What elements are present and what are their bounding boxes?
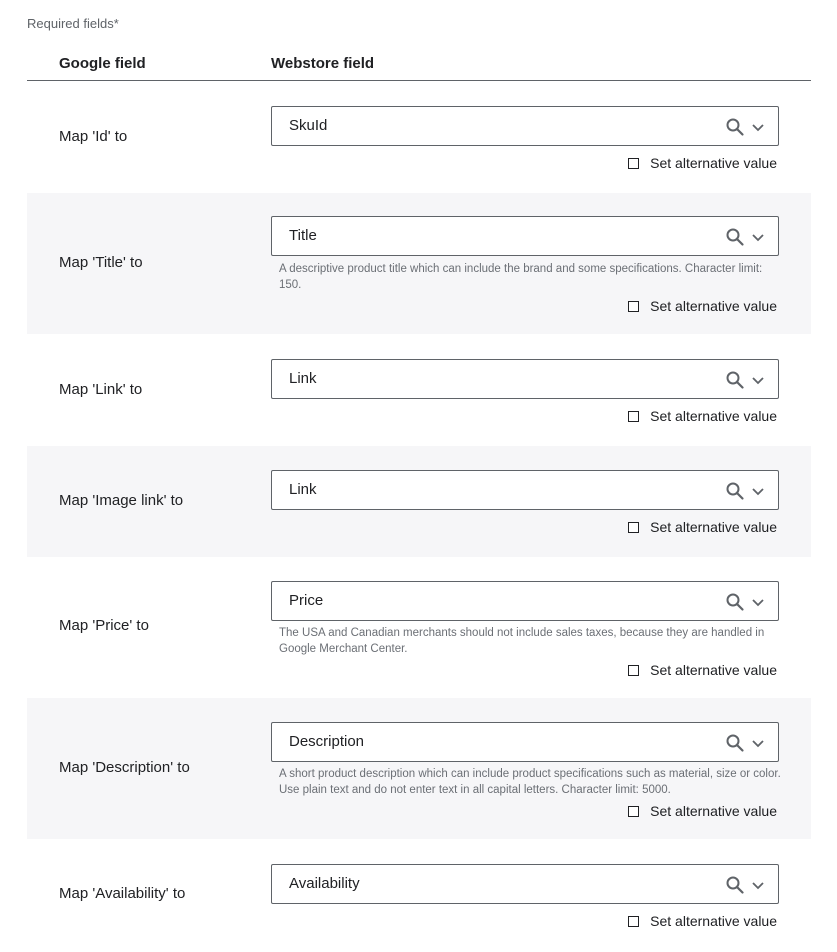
alternative-value-checkbox[interactable]: [628, 301, 639, 312]
webstore-field-column-header: Webstore field: [271, 55, 375, 72]
google-field-label: Map 'Description' to: [59, 759, 190, 776]
alternative-value-label: Set alternative value: [650, 913, 777, 929]
alternative-value-label: Set alternative value: [650, 298, 777, 314]
search-icon[interactable]: [725, 875, 745, 895]
alternative-value-label: Set alternative value: [650, 662, 777, 678]
selected-value: Description: [289, 733, 365, 750]
search-icon[interactable]: [725, 117, 745, 137]
webstore-field-select-availability[interactable]: [271, 864, 779, 904]
search-icon[interactable]: [725, 481, 745, 501]
mapping-row-link: [27, 334, 811, 446]
alternative-value-label: Set alternative value: [650, 155, 777, 171]
set-alternative-value-option[interactable]: [628, 518, 777, 536]
webstore-field-select-title[interactable]: [271, 216, 779, 256]
chevron-down-icon[interactable]: [750, 594, 766, 610]
set-alternative-value-option[interactable]: [628, 802, 777, 820]
alternative-value-checkbox[interactable]: [628, 411, 639, 422]
table-header: [27, 47, 811, 81]
google-field-label: Map 'Title' to: [59, 254, 143, 271]
google-field-label: Map 'Id' to: [59, 128, 128, 145]
set-alternative-value-option[interactable]: [628, 154, 777, 172]
field-help-text: A short product description which can include product specifications such as material, size or color. Use plain text and do not enter text in all capital letters. Character limit: 5000.: [279, 768, 781, 796]
alternative-value-label: Set alternative value: [650, 519, 777, 535]
chevron-down-icon[interactable]: [750, 229, 766, 245]
alternative-value-checkbox[interactable]: [628, 806, 639, 817]
google-field-label: Map 'Image link' to: [59, 492, 184, 509]
search-icon[interactable]: [725, 370, 745, 390]
chevron-down-icon[interactable]: [750, 735, 766, 751]
google-field-column-header: Google field: [59, 55, 146, 72]
alternative-value-checkbox[interactable]: [628, 665, 639, 676]
field-help-text: A descriptive product title which can include the brand and some specifications. Character limit: 150.: [279, 263, 763, 291]
set-alternative-value-option[interactable]: [628, 297, 777, 315]
selected-value: Link: [289, 370, 317, 387]
webstore-field-select-price[interactable]: [271, 581, 779, 621]
google-field-label: Map 'Link' to: [59, 381, 143, 398]
google-field-label: Map 'Availability' to: [59, 885, 186, 902]
mapping-row-description: [27, 698, 811, 839]
webstore-field-select-description[interactable]: [271, 722, 779, 762]
mapping-row-price: [27, 557, 811, 698]
mapping-row-availability: [27, 839, 811, 952]
alternative-value-label: Set alternative value: [650, 408, 777, 424]
alternative-value-checkbox[interactable]: [628, 158, 639, 169]
selected-value: Availability: [289, 875, 360, 892]
google-field-label: Map 'Price' to: [59, 617, 149, 634]
selected-value: SkuId: [289, 117, 328, 134]
selected-value: Price: [289, 592, 324, 609]
required-fields-note: Required fields*: [27, 16, 119, 31]
alternative-value-checkbox[interactable]: [628, 916, 639, 927]
chevron-down-icon[interactable]: [750, 877, 766, 893]
mapping-row-title: [27, 193, 811, 334]
webstore-field-select-image-link[interactable]: [271, 470, 779, 510]
mapping-row-id: [27, 81, 811, 193]
set-alternative-value-option[interactable]: [628, 661, 777, 679]
webstore-field-select-link[interactable]: [271, 359, 779, 399]
alternative-value-checkbox[interactable]: [628, 522, 639, 533]
selected-value: Title: [289, 227, 317, 244]
alternative-value-label: Set alternative value: [650, 803, 777, 819]
search-icon[interactable]: [725, 733, 745, 753]
search-icon[interactable]: [725, 592, 745, 612]
chevron-down-icon[interactable]: [750, 119, 766, 135]
set-alternative-value-option[interactable]: [628, 912, 777, 930]
webstore-field-select-id[interactable]: [271, 106, 779, 146]
selected-value: Link: [289, 481, 317, 498]
chevron-down-icon[interactable]: [750, 372, 766, 388]
search-icon[interactable]: [725, 227, 745, 247]
chevron-down-icon[interactable]: [750, 483, 766, 499]
field-help-text: The USA and Canadian merchants should not include sales taxes, because they are handled in Google Merchant Center.: [279, 627, 765, 655]
set-alternative-value-option[interactable]: [628, 407, 777, 425]
mapping-row-image-link: [27, 446, 811, 557]
